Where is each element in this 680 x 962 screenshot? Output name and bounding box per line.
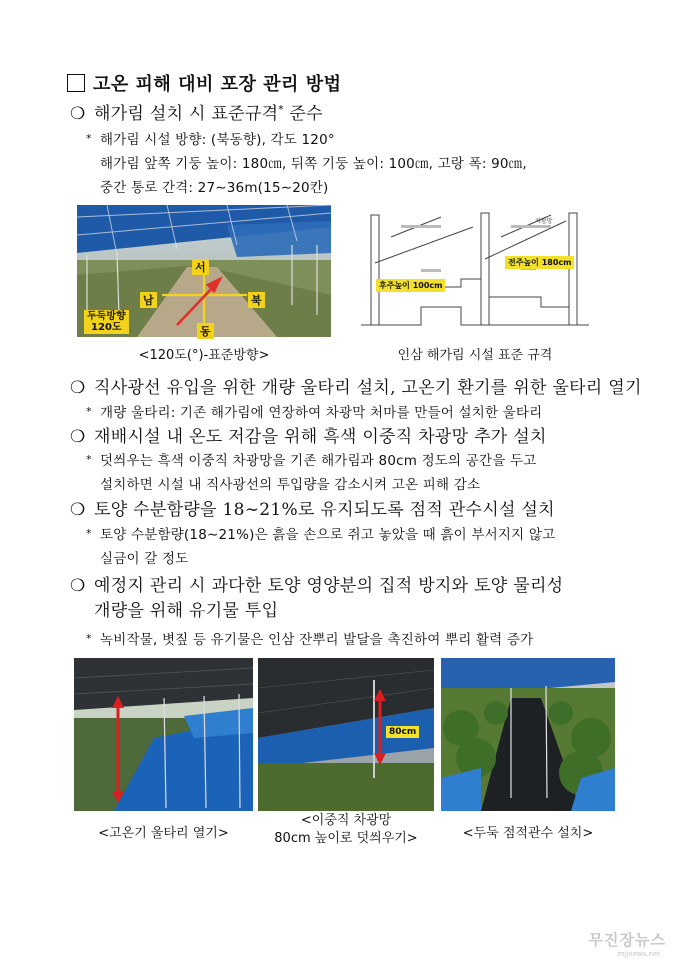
label-south: 남	[140, 292, 157, 308]
label-east: 동	[197, 323, 214, 339]
section4-note: * 토양 수분함량(18∼21%)은 흙을 손으로 쥐고 놓았을 때 흙이 부서지지 않고	[86, 527, 556, 543]
section5-title: ❍ 예정지 관리 시 과다한 토양 영양분의 집적 방지와 토양 물리성	[70, 576, 564, 596]
asterisk-icon: *	[86, 527, 92, 540]
heading-text: 고온 피해 대비 포장 관리 방법	[93, 74, 342, 95]
label-north: 북	[248, 292, 265, 308]
section4-note-line2: 실금이 갈 정도	[100, 551, 189, 567]
circle-bullet-icon: ❍	[70, 427, 86, 447]
section1-note-line2: 해가림 앞쪽 기둥 높이: 180㎝, 뒤쪽 기둥 높이: 100㎝, 고랑 폭: 90㎝,	[100, 156, 527, 172]
section1-title: ❍ 해가림 설치 시 표준규격* 준수	[70, 104, 323, 124]
section5-note: * 녹비작물, 볏짚 등 유기물은 인삼 잔뿌리 발달을 촉진하여 뿌리 활력 증가	[86, 632, 534, 648]
page-heading	[67, 70, 342, 96]
drip-irrigation-photo	[441, 658, 615, 811]
photo2-caption: <이중직 차광망 80cm 높이로 덧씌우기>	[274, 813, 418, 846]
section3-title: ❍ 재배시설 내 온도 저감을 위해 흑색 이중직 차광망 추가 설치	[70, 427, 547, 447]
section4-title: ❍ 토양 수분함량을 18∼21%로 유지되도록 점적 관수시설 설치	[70, 500, 555, 520]
standard-spec-diagram	[361, 207, 589, 335]
figure1-caption: <120도(°)-표준방향>	[138, 348, 270, 363]
photo3-caption: <두둑 점적관수 설치>	[462, 826, 594, 841]
asterisk-icon: *	[86, 453, 92, 466]
label-west: 서	[192, 259, 209, 275]
section5-title-line2: 개량을 위해 유기물 투입	[94, 601, 279, 621]
section3-note-line2: 설치하면 시설 내 직사광선의 투입량을 감소시켜 고온 피해 감소	[100, 477, 481, 493]
label-80cm: 80cm	[386, 726, 419, 738]
label-shade-net: 차광망	[535, 218, 553, 225]
asterisk-icon: *	[86, 405, 92, 418]
fence-open-photo	[74, 658, 253, 811]
section3-note: * 덧씌우는 흑색 이중직 차광망을 기존 해가림과 80cm 정도의 공간을 두고	[86, 453, 537, 469]
watermark-url: mjjnews.net	[617, 950, 660, 958]
asterisk-icon: *	[86, 132, 92, 145]
figure2-caption: 인삼 해가림 시설 표준 규격	[397, 348, 553, 363]
circle-bullet-icon: ❍	[70, 378, 86, 398]
circle-bullet-icon: ❍	[70, 500, 86, 520]
section2-note: * 개량 울타리: 기존 해가림에 연장하여 차광막 처마를 만들어 설치한 울타리	[86, 405, 543, 421]
photo1-caption: <고온기 울타리 열기>	[98, 826, 229, 841]
label-back-post-height: 후주높이 100cm	[376, 279, 445, 292]
label-front-post-height: 전주높이 180cm	[505, 256, 574, 269]
asterisk-icon: *	[86, 632, 92, 645]
checkbox-square-icon	[67, 74, 85, 92]
label-ridge-direction: 두둑방향 120도	[84, 310, 129, 334]
watermark-logo: 무진장뉴스	[588, 931, 666, 949]
circle-bullet-icon: ❍	[70, 576, 86, 596]
section1-note-line3: 중간 통로 간격: 27∼36m(15∼20칸)	[100, 180, 329, 196]
section2-title: ❍ 직사광선 유입을 위한 개량 울타리 설치, 고온기 환기를 위한 울타리 열기	[70, 378, 642, 398]
circle-bullet-icon: ❍	[70, 104, 86, 124]
section1-note: * 해가림 시설 방향: (북동향), 각도 120°	[86, 132, 335, 148]
